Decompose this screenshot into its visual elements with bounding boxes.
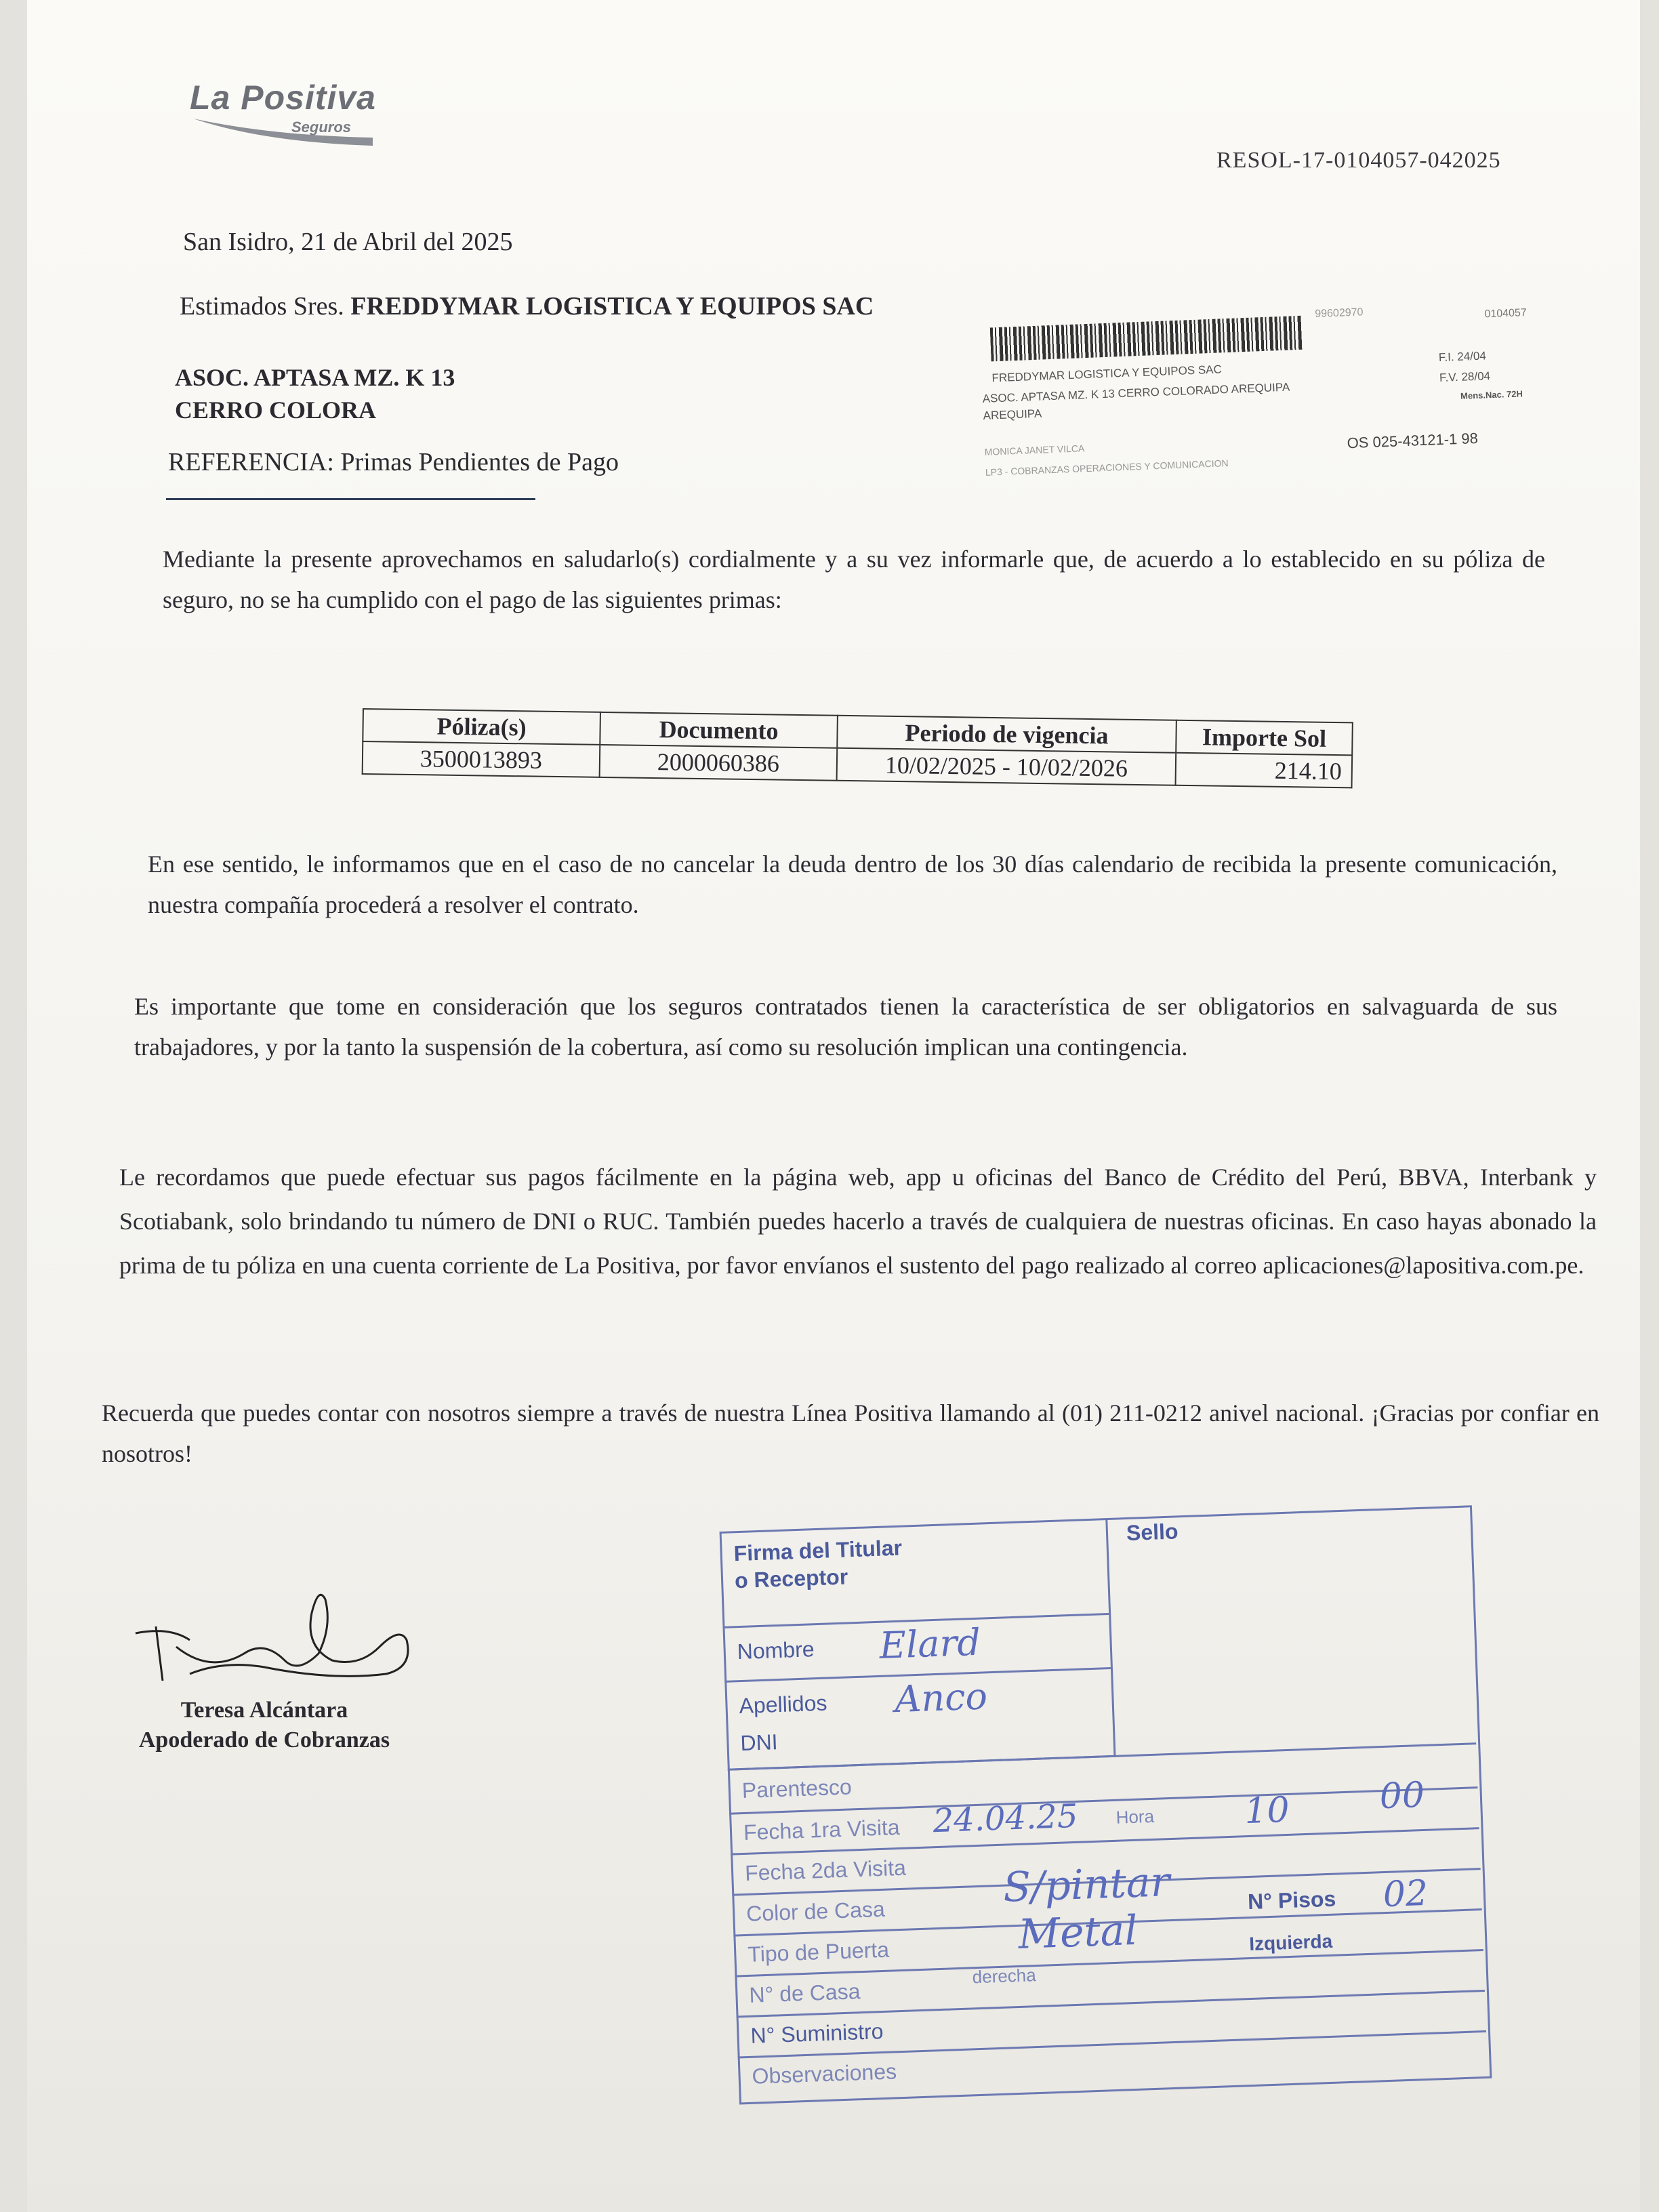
label-code-small: 99602970 [1315,306,1364,321]
delivery-stamp [718,1475,1504,2104]
address-line2: CERRO COLORA [175,396,377,424]
stamp-suministro-label: N° Suministro [750,2018,884,2048]
stamp-fecha1-value: 24.04.25 [932,1797,1079,1841]
col-importe: Importe Sol [1176,720,1353,756]
stamp-derecha-label: derecha [972,1965,1037,1988]
stamp-sello-label: Sello [1126,1519,1179,1546]
la-positiva-logo [190,78,393,166]
cell-importe: 214.10 [1176,753,1353,788]
signer-title: Apoderado de Cobranzas [138,1727,390,1753]
stamp-dni-label: DNI [739,1729,779,1756]
signer-block [108,1696,420,1755]
stamp-apellidos-label: Apellidos [738,1690,827,1719]
stamp-apellidos-value: Anco [894,1675,988,1721]
stamp-casa-label: N° de Casa [748,1979,861,2007]
date-line: San Isidro, 21 de Abril del 2025 [183,228,513,256]
label-code-right: 0104057 [1484,307,1528,321]
reference-code: RESOL-17-0104057-042025 [1216,148,1501,173]
mail-label [962,291,1579,511]
address-block [175,361,455,426]
stamp-fecha2-label: Fecha 2da Visita [744,1855,907,1885]
cell-documento: 2000060386 [600,745,838,781]
stamp-pisos-label: N° Pisos [1247,1886,1336,1914]
paragraph-5: Recuerda que puedes contar con nosotros siempre a través de nuestra Línea Positiva llamando al (01) 211-0212 anivel nacional. ¡Gracias por confiar en nosotros! [102,1399,1599,1467]
col-periodo: Periodo de vigencia [837,716,1176,753]
stamp-firma-label: Firma del Titular [733,1535,903,1566]
premiums-table [362,708,1353,788]
stamp-nombre-value: Elard [878,1620,981,1667]
stamp-pisos-value: 02 [1382,1872,1429,1916]
label-name: FREDDYMAR LOGISTICA Y EQUIPOS SAC [991,363,1223,385]
label-fv: F.V. 28/04 [1439,369,1491,385]
handwritten-signature-icon [129,1586,434,1701]
logo-subtext: Seguros [291,119,352,136]
greeting-prefix: Estimados Sres. [180,292,344,321]
stamp-tipo-value: Metal [1017,1906,1139,1959]
logo-text: La Positiva [190,79,376,117]
company-name: FREDDYMAR LOGISTICA Y EQUIPOS SAC [350,292,874,321]
col-poliza: Póliza(s) [363,709,600,745]
stamp-fecha1-label: Fecha 1ra Visita [743,1814,901,1845]
stamp-parentesco-label: Parentesco [741,1774,853,1803]
col-documento: Documento [600,712,838,748]
stamp-hora-value: 10 [1244,1789,1290,1832]
label-sender: MONICA JANET VILCA [984,443,1085,457]
stamp-firma-label2: o Receptor [734,1564,848,1593]
address-line1: ASOC. APTASA MZ. K 13 [175,364,455,391]
stamp-izquierda-label: Izquierda [1248,1930,1333,1955]
label-fi: F.I. 24/04 [1438,349,1487,365]
cell-poliza: 3500013893 [363,741,600,777]
cell-periodo: 10/02/2025 - 10/02/2026 [837,748,1176,785]
stamp-color-label: Color de Casa [745,1896,886,1926]
label-address1: ASOC. APTASA MZ. K 13 CERRO COLORADO AREQUIPA [982,380,1290,405]
reference-underline [166,498,535,500]
signer-name: Teresa Alcántara [180,1698,348,1723]
greeting [180,291,874,321]
stamp-nombre-label: Nombre [737,1637,815,1664]
paragraph-2: En ese sentido, le informamos que en el caso de no cancelar la deuda dentro de los 30 días calendario de recibida la presente comunicación, nuestra compañía procederá a resolver el contrato. [148,851,1557,918]
stamp-hora-min-value: 00 [1378,1774,1425,1818]
stamp-hora-label: Hora [1115,1805,1155,1828]
barcode-icon [990,316,1303,362]
paragraph-3: Es importante que tome en consideración que los seguros contratados tienen la característica de ser obligatorios en salvaguarda de sus trabajadores, y por la tanto la suspensión de la cobertura, así como su resolución implican una contingencia. [134,993,1557,1061]
paragraph-4: Le recordamos que puede efectuar sus pagos fácilmente en la página web, app u oficinas del Banco de Crédito del Perú, BBVA, Interbank y Scotiabank, solo brindando tu número de DNI o RUC. También puedes hacerlo a través de cualquiera de nuestras oficinas. En caso hayas abonado la prima de tu póliza en una cuenta corriente de La Positiva, por favor envíanos el sustento del pago realizado al correo aplicaciones@lapositiva.com.pe. [119,1164,1597,1279]
paragraph-1: Mediante la presente aprovechamos en saludarlo(s) cordialmente y a su vez informarle que, de acuerdo a lo establecido en su póliza de seguro, no se ha cumplido con el pago de las siguientes primas: [163,546,1545,613]
reference-line: REFERENCIA: Primas Pendientes de Pago [168,448,619,476]
label-address2: AREQUIPA [983,407,1042,422]
label-dept: LP3 - COBRANZAS OPERACIONES Y COMUNICACION [985,457,1229,478]
stamp-tipo-label: Tipo de Puerta [747,1937,890,1967]
label-mens: Mens.Nac. 72H [1460,388,1523,401]
stamp-observaciones-label: Observaciones [752,2059,897,2089]
stamp-color-value: S/pintar [1002,1858,1171,1912]
label-os: OS 025-43121-1 98 [1347,429,1479,452]
